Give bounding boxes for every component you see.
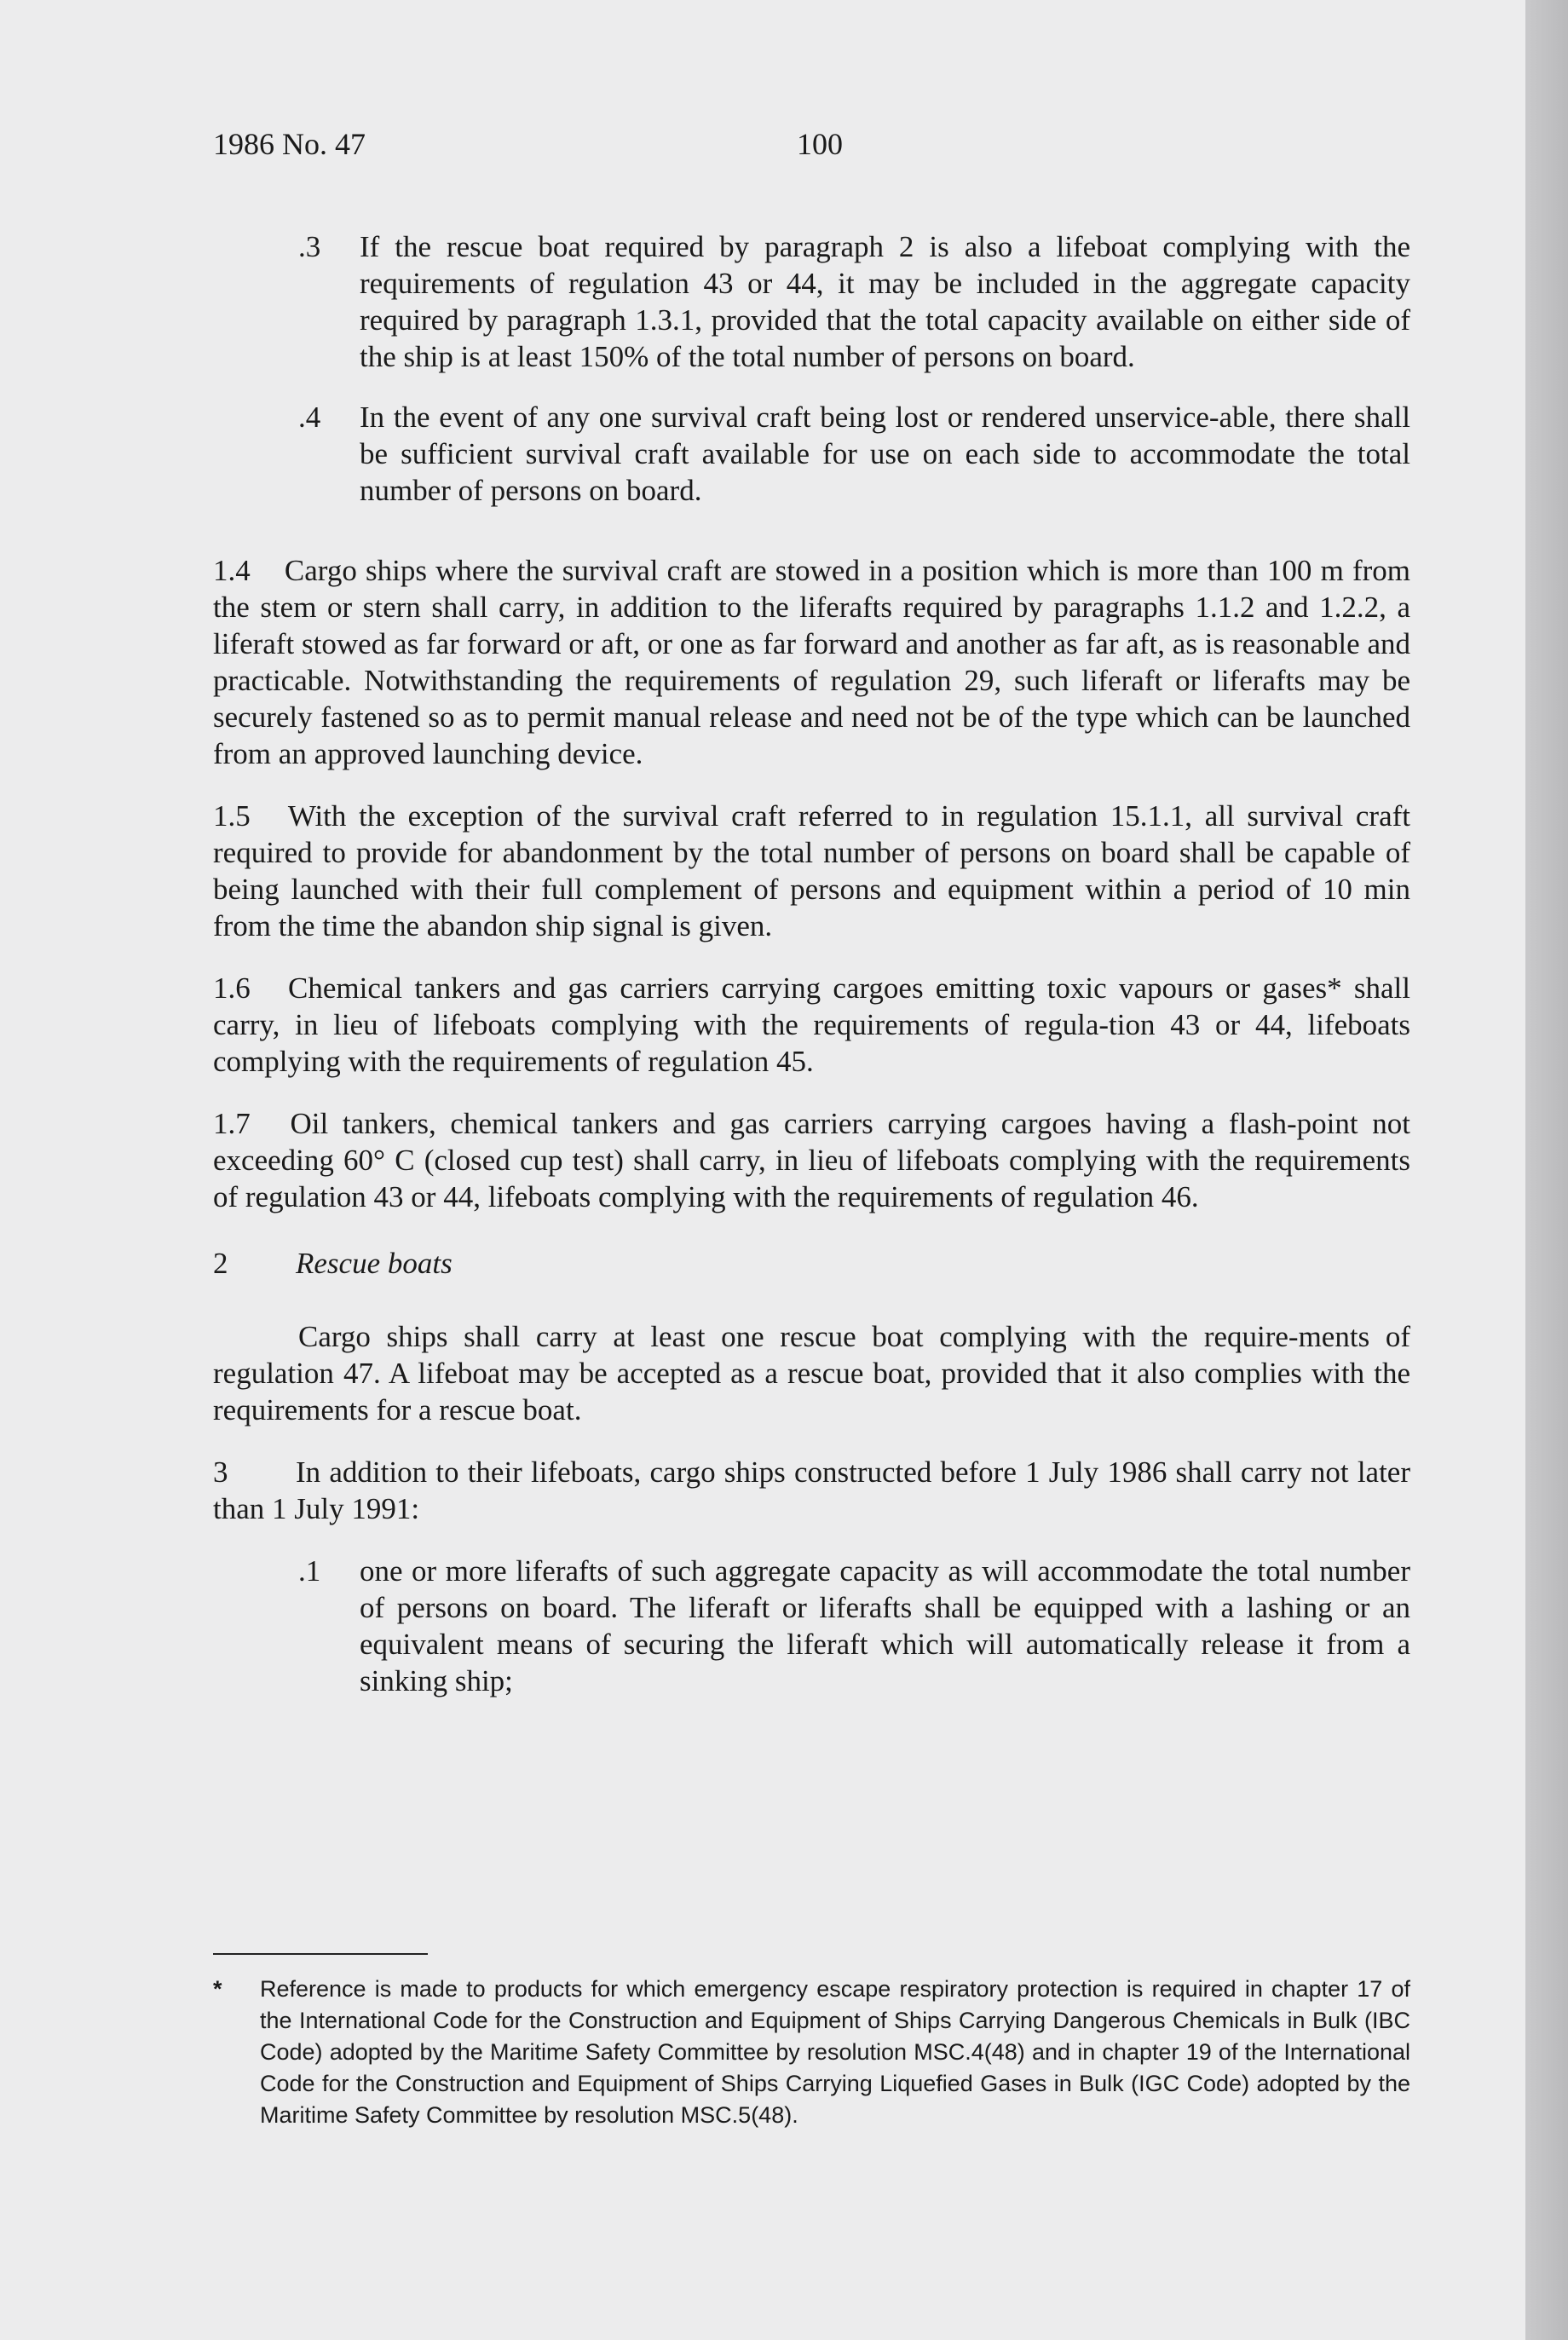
subparagraph-text: one or more liferafts of such aggregate capacity as will accommodate the total number of persons on board. The liferaft or liferafts shall be equipped with a lashing or an equivalent means of securing the liferaft which will automatically release it from a sinking ship;	[360, 1554, 1410, 1697]
page-edge-shadow	[1525, 0, 1568, 2340]
section-title: Rescue boats	[296, 1247, 453, 1280]
subparagraph-3	[298, 228, 1410, 375]
section-number: 2	[213, 1247, 228, 1280]
subparagraph-text: In the event of any one survival craft being lost or rendered unservice-able, there shall be sufficient survival craft available for use on each side to accommodate the total number of persons on board.	[360, 401, 1410, 507]
footnote-divider	[213, 1953, 428, 1955]
paragraph-text: With the exception of the survival craft referred to in regulation 15.1.1, all survival craft required to provide for abandonment by the total number of persons on board shall be capable of being launched with their full complement of persons and equipment within a period of 10 min from the time the abandon ship signal is given.	[213, 799, 1410, 942]
paragraph-text: Oil tankers, chemical tankers and gas carriers carrying cargoes having a flash-point not exceeding 60° C (closed cup test) shall carry, in lieu of lifeboats complying with the requirements of regulation 43 or 44, lifeboats complying with the requirements of regulation 46.	[213, 1107, 1410, 1213]
subparagraph-number: .4	[298, 401, 321, 434]
page-number: 100	[797, 127, 843, 161]
page-body	[213, 228, 1410, 1699]
section-2-heading	[213, 1245, 1410, 1282]
footnote-marker: *	[213, 1976, 222, 2002]
subparagraph-number: .1	[298, 1554, 321, 1588]
paragraph-number: 1.6	[213, 971, 251, 1005]
section-2-text: Cargo ships shall carry at least one rescue boat complying with the require-ments of regulation 47. A lifeboat may be accepted as a rescue boat, provided that it also complies with the requirements for a rescue boat.	[213, 1320, 1410, 1426]
footnote-text: Reference is made to products for which emergency escape respiratory protection is required in chapter 17 of the International Code for the Construction and Equipment of Ships Carrying Dangerous Chemicals in Bulk (IBC Code) adopted by the Maritime Safety Committee by resolution MSC.4(48) and in chapter 19 of the International Code for the Construction and Equipment of Ships Carrying Liquefied Gases in Bulk (IGC Code) adopted by the Maritime Safety Committee by resolution MSC.5(48).	[260, 1976, 1410, 2128]
paragraph-1-5	[213, 798, 1410, 944]
paragraph-1-7	[213, 1105, 1410, 1215]
document-reference: 1986 No. 47	[213, 127, 366, 161]
paragraph-text: Chemical tankers and gas carriers carrying cargoes emitting toxic vapours or gases* shall carry, in lieu of lifeboats complying with the requirements of regula-tion 43 or 44, lifeboats complying with the requirements of regulation 45.	[213, 971, 1411, 1078]
subparagraph-4	[298, 399, 1410, 509]
paragraph-number: 1.4	[213, 554, 251, 587]
subparagraph-number: .3	[298, 230, 321, 263]
paragraph-1-6	[213, 970, 1410, 1080]
footnote	[213, 1974, 1410, 2131]
paragraph-text: Cargo ships where the survival craft are stowed in a position which is more than 100 m from the stem or stern shall carry, in addition to the liferafts required by paragraphs 1.1.2 and 1.2.2, a liferaft stowed as far forward or aft, or one as far forward and another as far aft, as is reasonable and practicable. Notwithstanding the requirements of regulation 29, such liferaft or liferafts may be securely fastened so as to permit manual release and need not be of the type which can be launched from an approved launching device.	[213, 554, 1411, 770]
section-3-text: In addition to their lifeboats, cargo ships constructed before 1 July 1986 shall carry not later than 1 July 1991:	[213, 1455, 1410, 1525]
page-header	[213, 126, 1410, 169]
section-3-paragraph	[213, 1454, 1410, 1527]
section-number: 3	[213, 1455, 228, 1489]
paragraph-number: 1.5	[213, 799, 251, 833]
subparagraph-3-1	[298, 1553, 1410, 1699]
subparagraph-text: If the rescue boat required by paragraph 2 is also a lifeboat complying with the requirements of regulation 43 or 44, it may be included in the aggregate capacity required by paragraph 1.3.1, provided that the total capacity available on either side of the ship is at least 150% of the total number of persons on board.	[360, 230, 1410, 373]
paragraph-number: 1.7	[213, 1107, 251, 1140]
paragraph-1-4	[213, 552, 1410, 772]
